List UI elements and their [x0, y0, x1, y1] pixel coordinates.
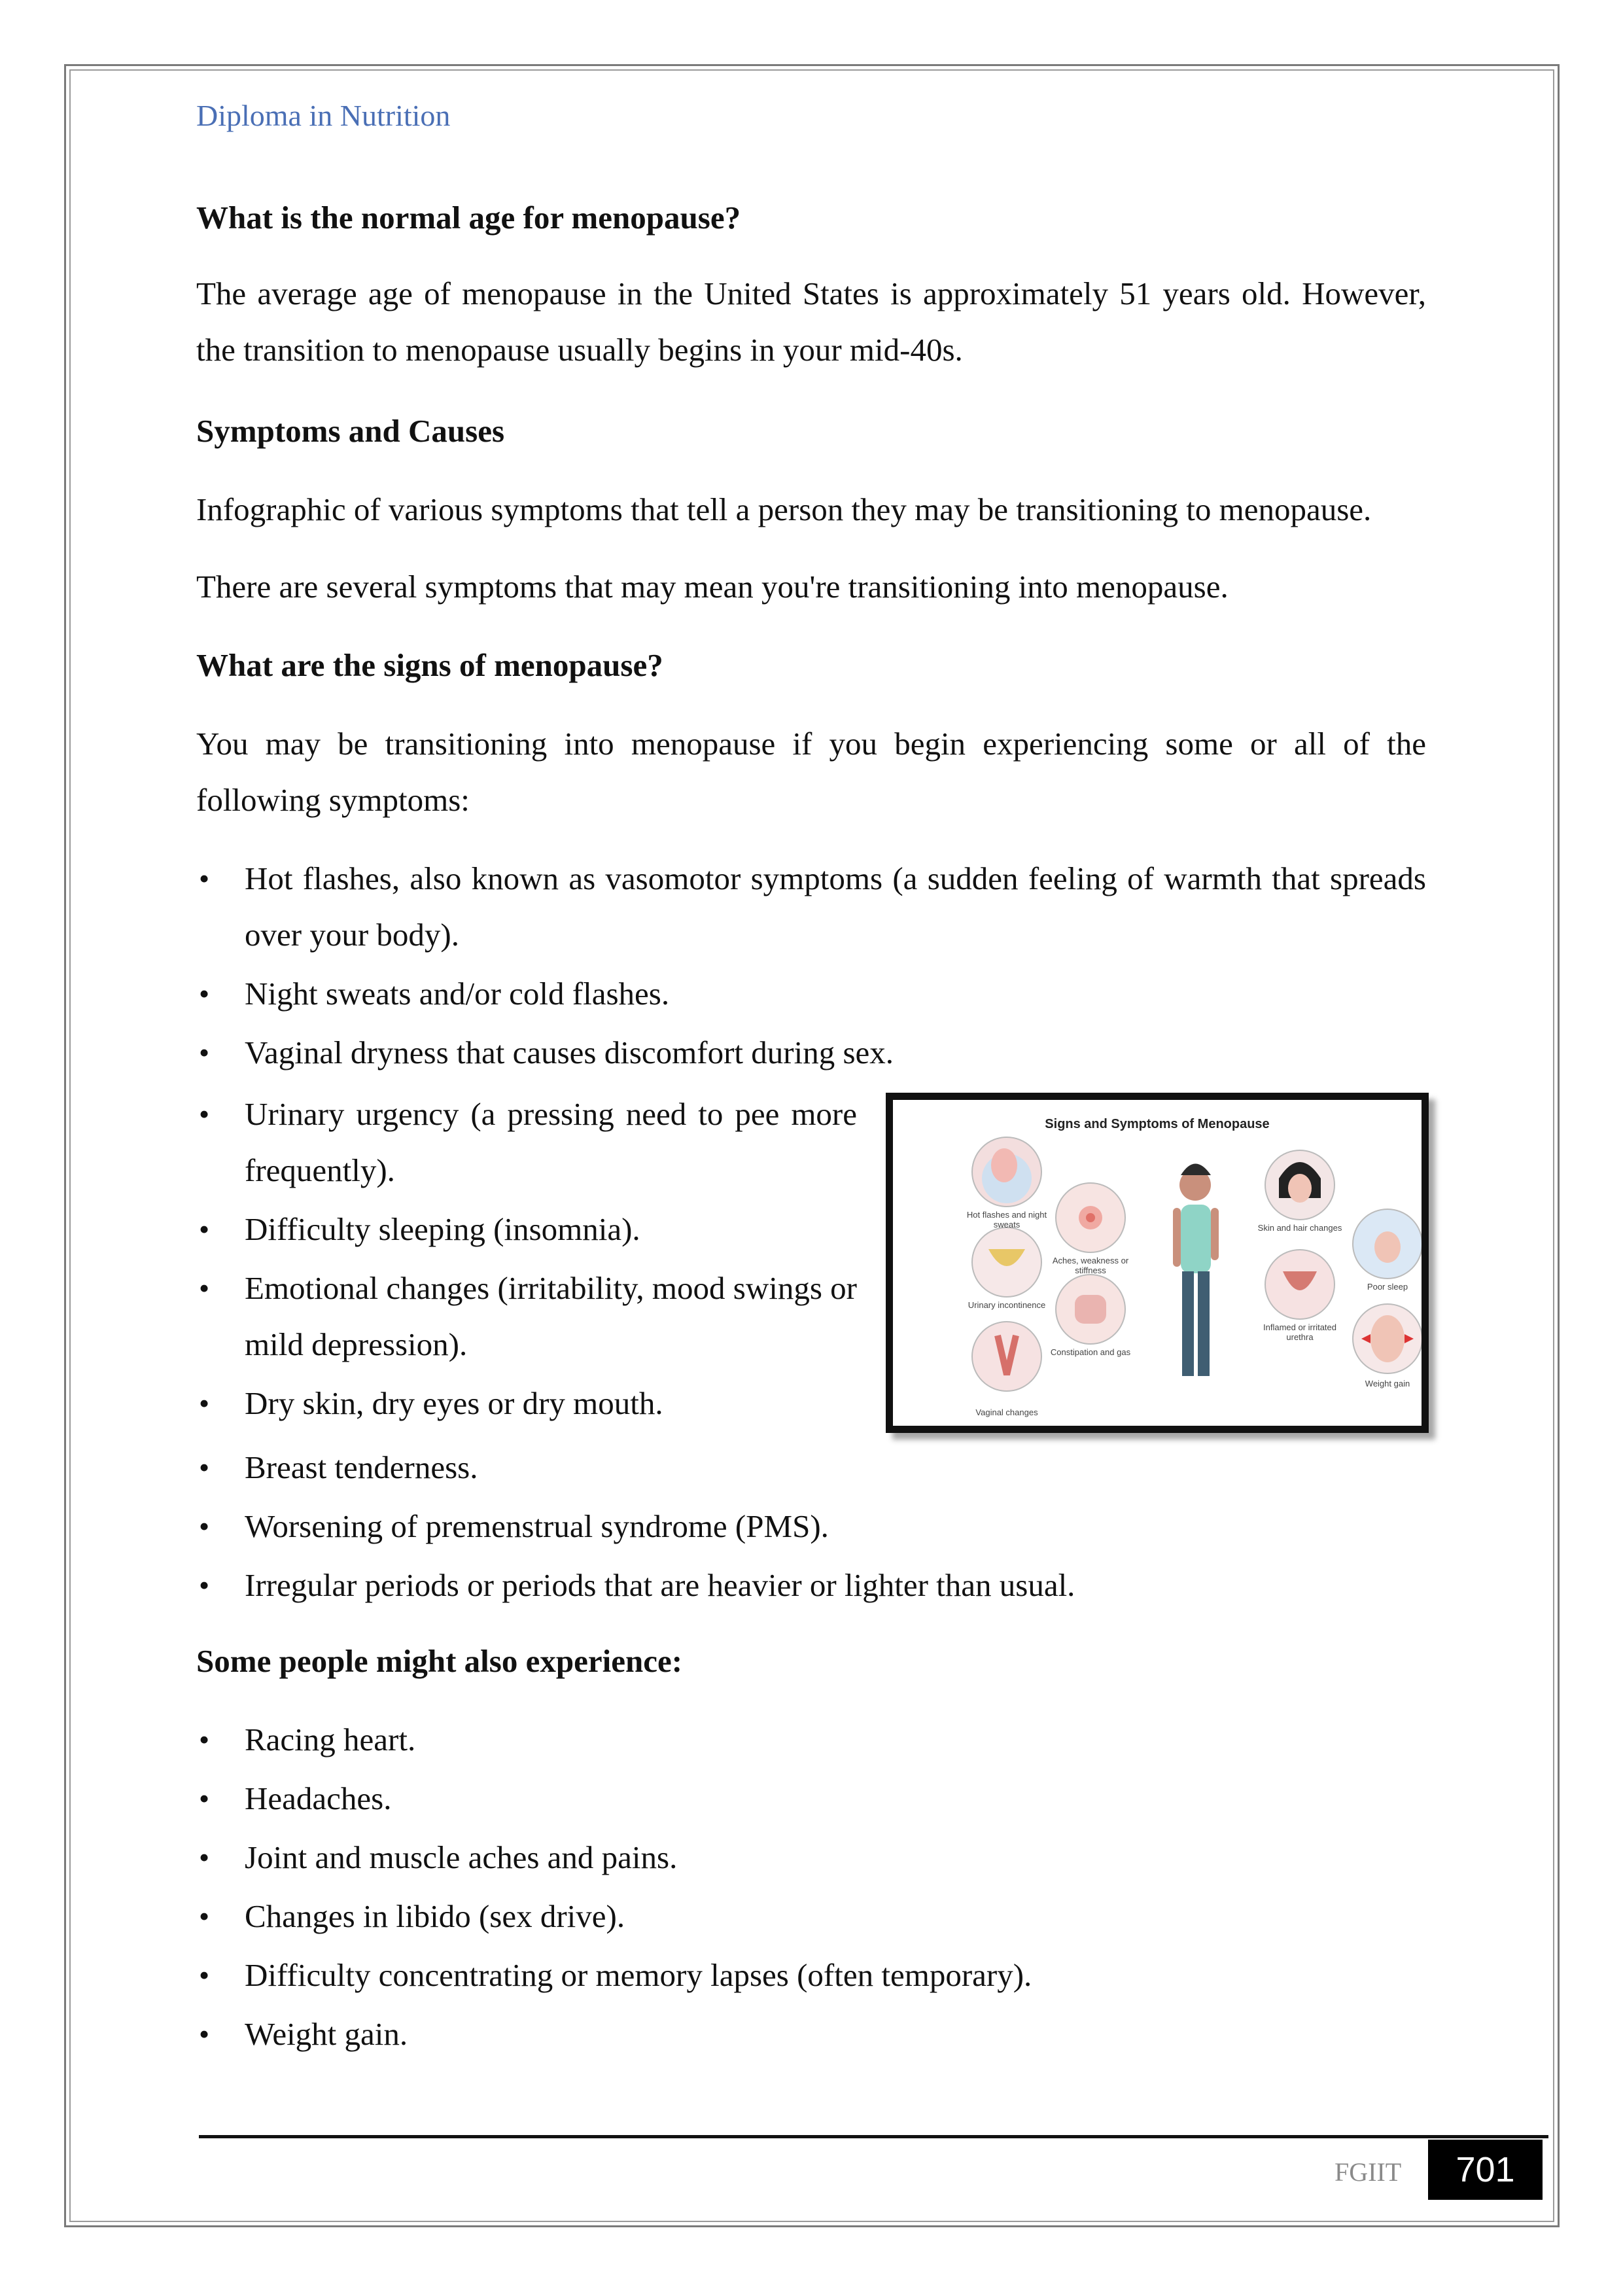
list-item: • Night sweats and/or cold flashes.: [196, 966, 1426, 1022]
list-item: • Difficulty sleeping (insomnia).: [196, 1201, 857, 1258]
menopause-infographic: [886, 1093, 1429, 1433]
infographic-illustration: [893, 1100, 1422, 1426]
heading-symptoms-causes: Symptoms and Causes: [196, 413, 505, 449]
list-item: • Changes in libido (sex drive).: [196, 1888, 1426, 1945]
heading-normal-age: What is the normal age for menopause?: [196, 200, 741, 236]
urethra-icon: [1265, 1250, 1335, 1319]
label-weight: Weight gain: [1365, 1379, 1410, 1388]
aches-icon: [1056, 1183, 1125, 1252]
woman-figure-icon: [1173, 1164, 1219, 1377]
list-item: • Vaginal dryness that causes discomfort during sex.: [196, 1025, 1426, 1081]
list-item: • Weight gain.: [196, 2006, 1426, 2062]
list-item: • Emotional changes (irritability, mood swings or mild depression).: [196, 1260, 857, 1373]
paragraph-signs-intro: You may be transitioning into menopause if you begin experiencing some or all of the following symptoms:: [196, 726, 1426, 818]
list-item: • Racing heart.: [196, 1712, 1426, 1768]
label-hot-flashes: Hot flashes and night sweats: [966, 1210, 1047, 1229]
paragraph-several-symptoms: There are several symptoms that may mean you're transitioning into menopause.: [196, 569, 1229, 605]
signs-list-top: [196, 851, 1426, 1084]
vaginal-changes-icon: [972, 1322, 1041, 1391]
signs-list-bottom: [196, 1439, 1426, 1616]
label-vaginal: Vaginal changes: [975, 1407, 1038, 1417]
label-urethra: Inflamed or irritated urethra: [1263, 1322, 1336, 1342]
footer-org: FGIIT: [1335, 2157, 1402, 2187]
also-list: [196, 1712, 1426, 2065]
footer-divider: [199, 2135, 1548, 2138]
label-urinary: Urinary incontinence: [968, 1300, 1046, 1310]
weight-gain-icon: [1353, 1304, 1422, 1373]
constipation-icon: [1056, 1275, 1125, 1344]
signs-list-middle: [196, 1086, 857, 1434]
paragraph-infographic: Infographic of various symptoms that tell a person they may be transitioning to menopause.: [196, 491, 1372, 527]
paragraph-average-age: The average age of menopause in the United States is approximately 51 years old. However, the transition to menopause usually begins in your mid-40s.: [196, 275, 1426, 368]
list-item: • Irregular periods or periods that are heavier or lighter than usual.: [196, 1557, 1426, 1614]
poor-sleep-icon: [1353, 1209, 1422, 1279]
list-item: • Breast tenderness.: [196, 1439, 1426, 1496]
list-item: • Hot flashes, also known as vasomotor symptoms (a sudden feeling of warmth that spreads over your body).: [196, 851, 1426, 963]
list-item: • Joint and muscle aches and pains.: [196, 1829, 1426, 1886]
list-item: • Headaches.: [196, 1771, 1426, 1827]
list-item: • Difficulty concentrating or memory lapses (often temporary).: [196, 1947, 1426, 2004]
label-skin-hair: Skin and hair changes: [1257, 1223, 1342, 1233]
list-item: • Urinary urgency (a pressing need to pee more frequently).: [196, 1086, 857, 1199]
heading-also-experience: Some people might also experience:: [196, 1643, 683, 1679]
label-aches: Aches, weakness or stiffness: [1052, 1256, 1129, 1275]
list-item: • Dry skin, dry eyes or dry mouth.: [196, 1375, 857, 1432]
label-poor-sleep: Poor sleep: [1367, 1282, 1408, 1292]
heading-signs: What are the signs of menopause?: [196, 647, 663, 683]
skin-hair-icon: [1265, 1150, 1335, 1220]
urinary-incontinence-icon: [972, 1227, 1041, 1297]
page-number: 701: [1428, 2140, 1543, 2200]
infographic-title: Signs and Symptoms of Menopause: [1045, 1117, 1270, 1131]
list-item: • Worsening of premenstrual syndrome (PMS).: [196, 1498, 1426, 1555]
course-header: Diploma in Nutrition: [196, 99, 451, 132]
hot-flashes-icon: [972, 1137, 1041, 1207]
label-constipation: Constipation and gas: [1050, 1347, 1131, 1357]
